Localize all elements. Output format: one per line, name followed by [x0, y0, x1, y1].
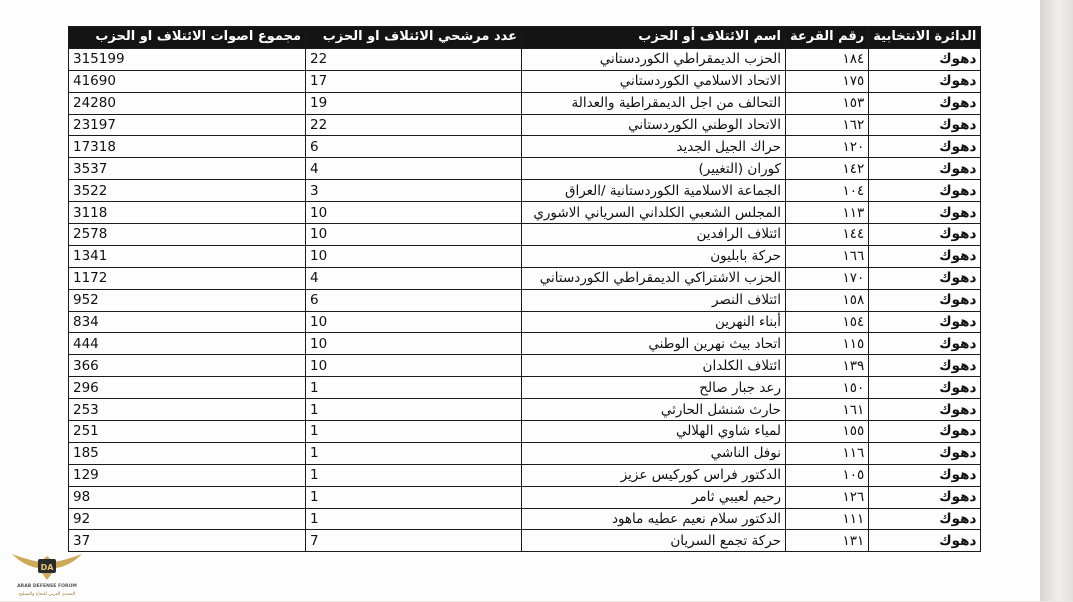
cell-ballot-number: ١٦٢: [786, 114, 869, 136]
cell-vote-total: 834: [69, 311, 306, 333]
table-row: [69, 421, 981, 443]
cell-candidate-count: 6: [306, 136, 522, 158]
election-results-table: [68, 26, 981, 552]
cell-party-name: الدكتور سلام نعيم عطيه ماهود: [522, 508, 786, 530]
cell-vote-total: 185: [69, 442, 306, 464]
cell-ballot-number: ١٢٠: [786, 136, 869, 158]
table-row: [69, 442, 981, 464]
header-district: الدائرة الانتخابية: [869, 27, 981, 49]
cell-ballot-number: ١٨٤: [786, 48, 869, 70]
cell-candidate-count: 1: [306, 421, 522, 443]
cell-party-name: حارث شنشل الحارثي: [522, 399, 786, 421]
cell-ballot-number: ١٣٩: [786, 355, 869, 377]
cell-vote-total: 366: [69, 355, 306, 377]
cell-vote-total: 17318: [69, 136, 306, 158]
cell-candidate-count: 3: [306, 180, 522, 202]
page-edge-shadow: [1040, 0, 1073, 601]
cell-district: دهوك: [869, 311, 981, 333]
cell-district: دهوك: [869, 48, 981, 70]
cell-ballot-number: ١٤٤: [786, 224, 869, 246]
cell-vote-total: 3537: [69, 158, 306, 180]
cell-candidate-count: 10: [306, 333, 522, 355]
table-row: [69, 311, 981, 333]
cell-vote-total: 92: [69, 508, 306, 530]
cell-district: دهوك: [869, 202, 981, 224]
cell-vote-total: 129: [69, 464, 306, 486]
cell-vote-total: 98: [69, 486, 306, 508]
cell-vote-total: 23197: [69, 114, 306, 136]
cell-candidate-count: 1: [306, 508, 522, 530]
cell-party-name: رعد جبار صالح: [522, 377, 786, 399]
cell-ballot-number: ١٢٦: [786, 486, 869, 508]
cell-vote-total: 24280: [69, 92, 306, 114]
cell-vote-total: 253: [69, 399, 306, 421]
cell-party-name: الجماعة الاسلامية الكوردستانية /العراق: [522, 180, 786, 202]
cell-district: دهوك: [869, 224, 981, 246]
cell-candidate-count: 10: [306, 355, 522, 377]
table-row: [69, 158, 981, 180]
cell-candidate-count: 22: [306, 114, 522, 136]
cell-party-name: كوران (التغيير): [522, 158, 786, 180]
table-row: [69, 486, 981, 508]
cell-candidate-count: 22: [306, 48, 522, 70]
cell-vote-total: 1172: [69, 267, 306, 289]
cell-ballot-number: ١١٥: [786, 333, 869, 355]
cell-party-name: اتحاد بيث نهرين الوطني: [522, 333, 786, 355]
cell-candidate-count: 19: [306, 92, 522, 114]
cell-vote-total: 37: [69, 530, 306, 552]
table-row: [69, 508, 981, 530]
cell-party-name: الاتحاد الوطني الكوردستاني: [522, 114, 786, 136]
cell-district: دهوك: [869, 530, 981, 552]
cell-party-name: أبناء النهرين: [522, 311, 786, 333]
cell-party-name: الحزب الديمقراطي الكوردستاني: [522, 48, 786, 70]
table-row: [69, 245, 981, 267]
cell-vote-total: 3118: [69, 202, 306, 224]
cell-ballot-number: ١٥٥: [786, 421, 869, 443]
table-row: [69, 180, 981, 202]
cell-party-name: الاتحاد الاسلامي الكوردستاني: [522, 70, 786, 92]
cell-ballot-number: ١٧٠: [786, 267, 869, 289]
table-row: [69, 267, 981, 289]
cell-ballot-number: ١٥٨: [786, 289, 869, 311]
cell-district: دهوك: [869, 267, 981, 289]
cell-candidate-count: 4: [306, 158, 522, 180]
cell-district: دهوك: [869, 114, 981, 136]
cell-ballot-number: ١٣١: [786, 530, 869, 552]
table-row: [69, 114, 981, 136]
cell-party-name: حراك الجيل الجديد: [522, 136, 786, 158]
cell-candidate-count: 10: [306, 311, 522, 333]
cell-ballot-number: ١١٣: [786, 202, 869, 224]
logo-text: DA: [40, 563, 54, 572]
cell-ballot-number: ١٠٥: [786, 464, 869, 486]
cell-district: دهوك: [869, 486, 981, 508]
cell-party-name: رحيم لعيبي ثامر: [522, 486, 786, 508]
table-body: [69, 48, 981, 551]
forum-watermark: [10, 540, 84, 598]
cell-district: دهوك: [869, 421, 981, 443]
cell-party-name: التحالف من اجل الديمقراطية والعدالة: [522, 92, 786, 114]
cell-ballot-number: ١٥٤: [786, 311, 869, 333]
cell-ballot-number: ١٠٤: [786, 180, 869, 202]
cell-district: دهوك: [869, 245, 981, 267]
table-row: [69, 289, 981, 311]
cell-ballot-number: ١٥٣: [786, 92, 869, 114]
cell-party-name: ائتلاف الكلدان: [522, 355, 786, 377]
cell-party-name: الحزب الاشتراكي الديمقراطي الكوردستاني: [522, 267, 786, 289]
cell-candidate-count: 4: [306, 267, 522, 289]
cell-candidate-count: 1: [306, 399, 522, 421]
cell-vote-total: 251: [69, 421, 306, 443]
table-row: [69, 202, 981, 224]
cell-party-name: حركة بابليون: [522, 245, 786, 267]
cell-district: دهوك: [869, 399, 981, 421]
cell-candidate-count: 7: [306, 530, 522, 552]
cell-vote-total: 41690: [69, 70, 306, 92]
table-row: [69, 377, 981, 399]
header-vote-total: مجموع اصوات الائتلاف او الحزب: [69, 27, 306, 49]
cell-vote-total: 296: [69, 377, 306, 399]
cell-vote-total: 315199: [69, 48, 306, 70]
table-row: [69, 136, 981, 158]
table-row: [69, 48, 981, 70]
cell-district: دهوك: [869, 333, 981, 355]
cell-candidate-count: 1: [306, 486, 522, 508]
cell-ballot-number: ١٧٥: [786, 70, 869, 92]
cell-vote-total: 2578: [69, 224, 306, 246]
table-header-row: [69, 27, 981, 49]
cell-vote-total: 3522: [69, 180, 306, 202]
cell-ballot-number: ١٦٦: [786, 245, 869, 267]
header-ballot-number: رقم القرعة: [786, 27, 869, 49]
cell-candidate-count: 10: [306, 245, 522, 267]
cell-ballot-number: ١١٦: [786, 442, 869, 464]
cell-candidate-count: 1: [306, 464, 522, 486]
cell-party-name: لمياء شاوي الهلالي: [522, 421, 786, 443]
cell-candidate-count: 6: [306, 289, 522, 311]
cell-vote-total: 952: [69, 289, 306, 311]
cell-ballot-number: ١٦١: [786, 399, 869, 421]
cell-district: دهوك: [869, 158, 981, 180]
cell-party-name: الدكتور فراس كوركيس عزيز: [522, 464, 786, 486]
cell-district: دهوك: [869, 136, 981, 158]
table-row: [69, 70, 981, 92]
cell-candidate-count: 1: [306, 377, 522, 399]
cell-party-name: ائتلاف النصر: [522, 289, 786, 311]
table-row: [69, 224, 981, 246]
cell-district: دهوك: [869, 289, 981, 311]
cell-district: دهوك: [869, 442, 981, 464]
cell-party-name: نوفل الناشي: [522, 442, 786, 464]
cell-candidate-count: 17: [306, 70, 522, 92]
cell-vote-total: 1341: [69, 245, 306, 267]
cell-candidate-count: 10: [306, 202, 522, 224]
cell-district: دهوك: [869, 355, 981, 377]
table-row: [69, 399, 981, 421]
cell-district: دهوك: [869, 377, 981, 399]
header-party-name: اسم الائتلاف أو الحزب: [522, 27, 786, 49]
cell-district: دهوك: [869, 464, 981, 486]
watermark-line-arabic: المنتدى العربي للدفاع والتسليح: [18, 592, 76, 597]
forum-logo-icon: [10, 540, 84, 598]
cell-ballot-number: ١١١: [786, 508, 869, 530]
cell-party-name: المجلس الشعبي الكلداني السرياني الاشوري: [522, 202, 786, 224]
table-row: [69, 464, 981, 486]
header-candidate-count: عدد مرشحي الائتلاف او الحزب: [306, 27, 522, 49]
cell-party-name: حركة تجمع السريان: [522, 530, 786, 552]
cell-candidate-count: 10: [306, 224, 522, 246]
cell-district: دهوك: [869, 180, 981, 202]
table-row: [69, 355, 981, 377]
table-row: [69, 333, 981, 355]
cell-district: دهوك: [869, 508, 981, 530]
table-row: [69, 92, 981, 114]
cell-ballot-number: ١٤٢: [786, 158, 869, 180]
cell-district: دهوك: [869, 92, 981, 114]
cell-vote-total: 444: [69, 333, 306, 355]
table-row: [69, 530, 981, 552]
cell-party-name: ائتلاف الرافدين: [522, 224, 786, 246]
cell-district: دهوك: [869, 70, 981, 92]
cell-ballot-number: ١٥٠: [786, 377, 869, 399]
watermark-line-english: ARAB DEFENSE FORUM: [17, 584, 77, 589]
cell-candidate-count: 1: [306, 442, 522, 464]
